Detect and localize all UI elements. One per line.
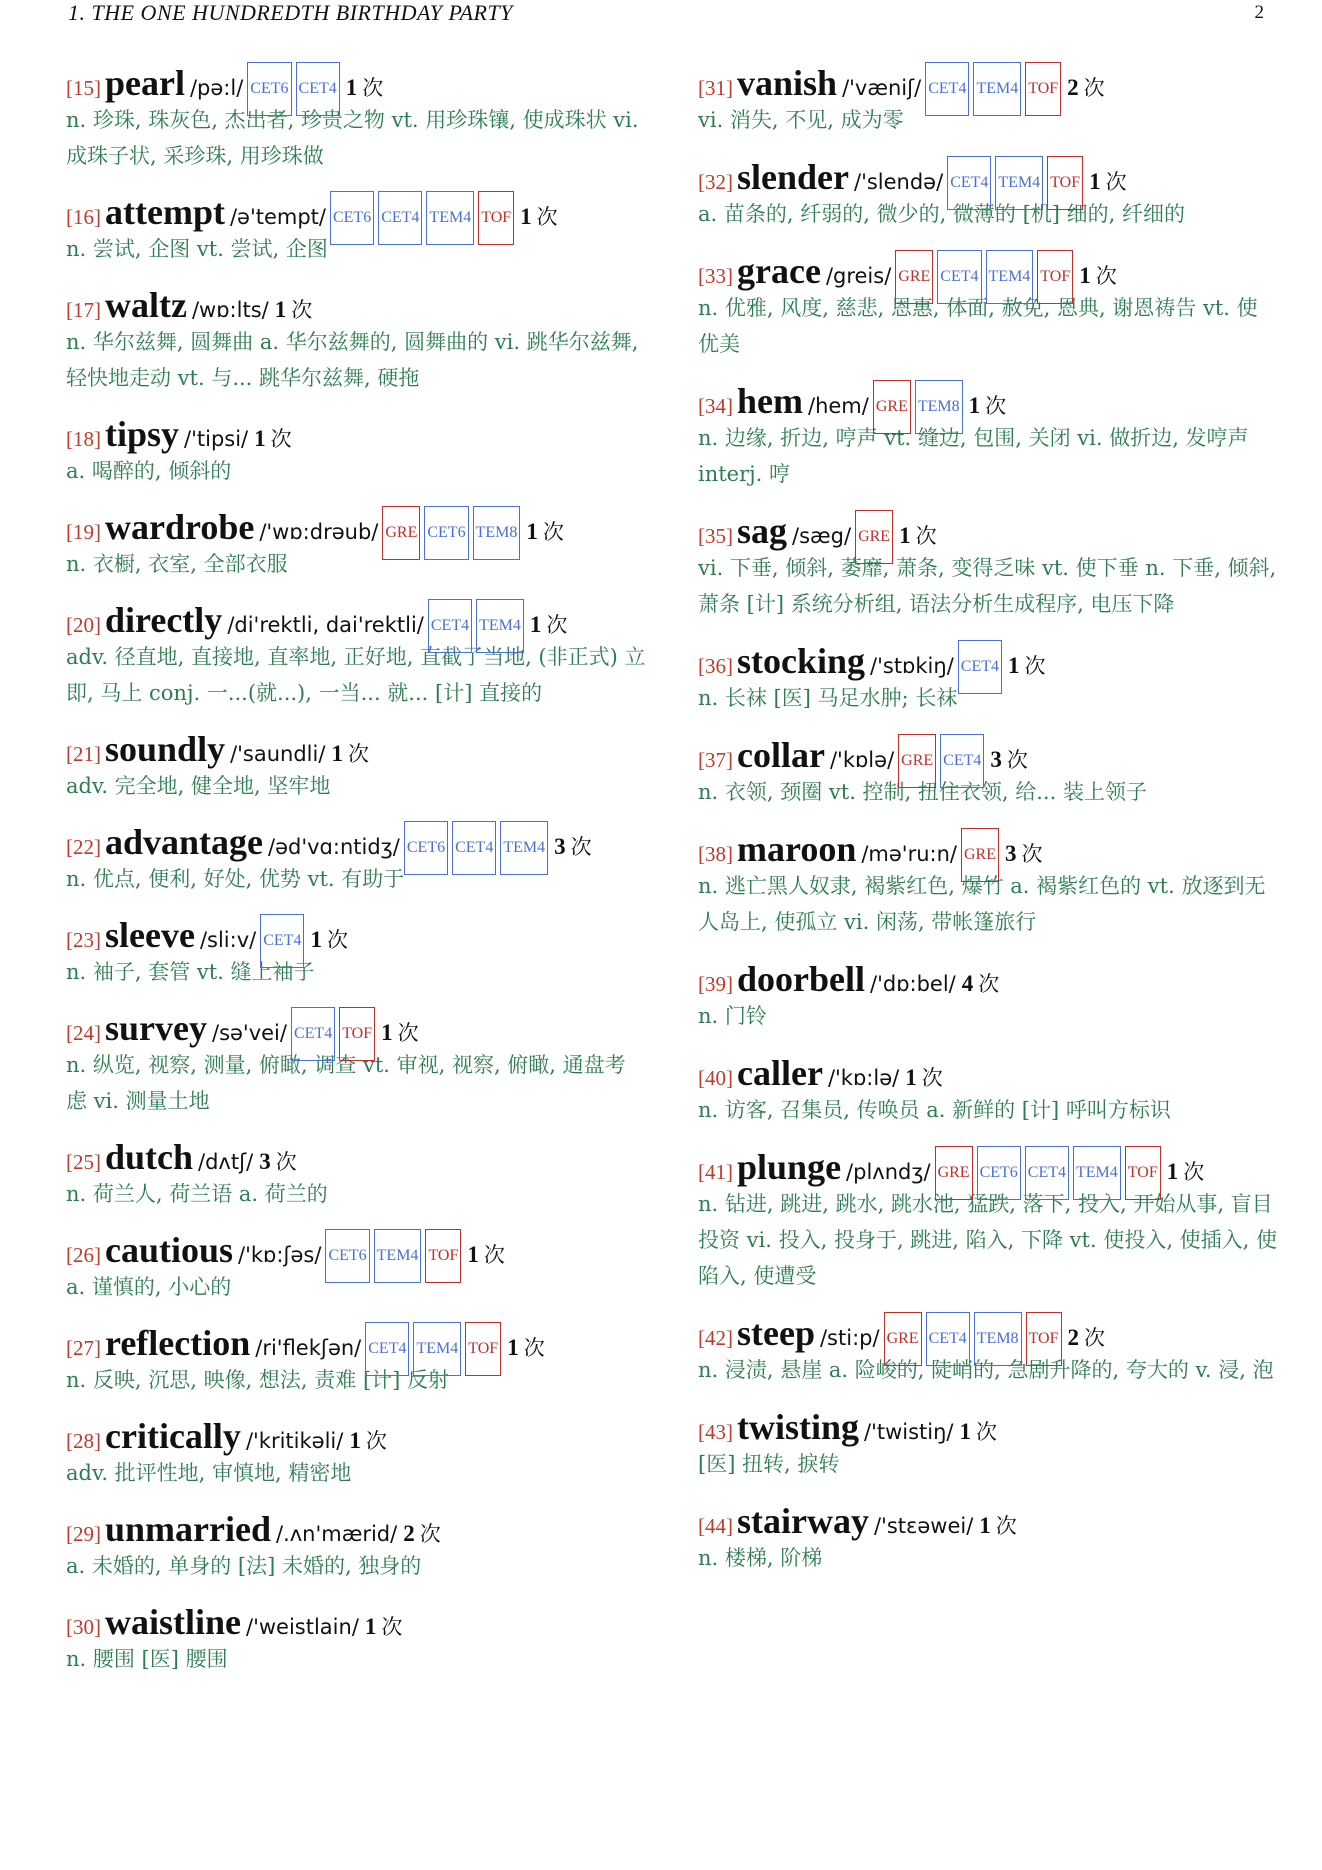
frequency-unit: 次 [542,520,564,544]
frequency-unit: 次 [1183,1160,1205,1184]
frequency-unit: 次 [995,1514,1017,1538]
exam-tag-badge: CET4 [940,734,984,788]
headword: survey [105,1008,207,1048]
phonetic: /'stɛəwei/ [873,1514,974,1538]
phonetic: /əd'vɑ:ntidʒ/ [268,835,400,859]
headword-line [698,824,1278,874]
definition: adv. 径直地, 直接地, 直率地, 正好地, 直截了当地, (非正式) 立即, 马上 conj. 一...(就...), 一当... 就... [计] 直接的 [66,645,646,705]
exam-tag-badge: CET6 [977,1146,1021,1200]
vocab-entry [66,280,646,396]
frequency-count: 1 [1079,263,1091,288]
definition: n. 逃亡黑人奴隶, 褐紫红色, 爆竹 a. 褐紫红色的 vt. 放逐到无人岛上, 使孤立 vi. 闲荡, 带帐篷旅行 [698,874,1266,934]
vocab-entry [66,502,646,582]
headword: grace [737,251,821,291]
exam-tag-badge: CET4 [428,599,472,653]
frequency-count: 1 [381,1020,393,1045]
entry-number: [22] [66,835,101,859]
headword: doorbell [737,959,866,999]
exam-tag-badge: TOF [425,1229,461,1283]
exam-tag-badge: CET4 [947,156,991,210]
definition: n. 尝试, 企图 vt. 尝试, 企图 [66,237,328,261]
exam-tag-badge: TEM8 [915,380,963,434]
page-header [68,0,1264,30]
entry-number: [37] [698,748,733,772]
headword: directly [105,600,223,640]
definition: n. 珍珠, 珠灰色, 杰出者, 珍贵之物 vt. 用珍珠镶, 使成珠状 vi. 成珠子状, 采珍珠, 用珍珠做 [66,108,639,168]
headword: stairway [737,1501,869,1541]
frequency-unit: 次 [1021,842,1043,866]
exam-tag-badge: CET4 [260,914,304,968]
definition: n. 腰围 [医] 腰围 [66,1647,228,1671]
headword: slender [737,157,849,197]
exam-tag-badge: CET4 [378,191,422,245]
vocab-entry [698,1048,1278,1128]
frequency-unit: 次 [397,1021,419,1045]
entry-number: [23] [66,928,101,952]
entry-number: [18] [66,427,101,451]
frequency-unit: 次 [291,298,313,322]
frequency-count: 1 [331,741,343,766]
frequency-unit: 次 [523,1336,545,1360]
vocab-entry [698,1142,1278,1294]
exam-tag-badge: CET6 [247,62,291,116]
exam-tag-badge: TOF [478,191,514,245]
phonetic: /pə:l/ [189,76,244,100]
chapter-title: 1. THE ONE HUNDREDTH BIRTHDAY PARTY [68,0,513,25]
left-column [66,58,646,1677]
phonetic: /'dɒ:bel/ [870,972,956,996]
vocab-entry [698,152,1278,232]
definition: n. 优点, 便利, 好处, 优势 vt. 有助于 [66,867,405,891]
phonetic: /sti:p/ [819,1326,880,1350]
entry-number: [30] [66,1615,101,1639]
exam-tag-badge: CET6 [404,821,448,875]
headword-line [698,246,1278,296]
phonetic: /'tipsi/ [184,427,249,451]
phonetic: /greis/ [825,264,892,288]
phonetic: /ə'tempt/ [229,205,326,229]
headword-line [66,817,646,867]
frequency-unit: 次 [1083,76,1105,100]
phonetic: /'kɒlə/ [829,748,895,772]
frequency-count: 1 [345,75,358,100]
entry-number: [38] [698,842,733,866]
exam-tag-badge: GRE [382,506,420,560]
vocab-entry [698,58,1278,138]
definition: [医] 扭转, 捩转 [698,1452,840,1476]
vocab-entry [66,1411,646,1491]
vocab-entry [66,187,646,267]
definition: a. 苗条的, 纤弱的, 微少的, 微薄的 [机] 细的, 纤细的 [698,202,1186,226]
frequency-count: 1 [520,204,532,229]
entry-number: [36] [698,654,733,678]
vocab-entry [66,1132,646,1212]
entry-number: [32] [698,170,733,194]
phonetic: /mə'ru:n/ [861,842,957,866]
entry-number: [24] [66,1021,101,1045]
headword-line [698,506,1278,556]
vocab-entry [66,1504,646,1584]
definition: a. 未婚的, 单身的 [法] 未婚的, 独身的 [66,1554,422,1578]
entry-number: [34] [698,394,733,418]
vocab-entry [698,824,1278,940]
headword-line [698,730,1278,780]
exam-tag-badge: TEM4 [426,191,474,245]
exam-tag-badge: GRE [884,1312,922,1366]
headword-line [66,910,646,960]
entry-number: [20] [66,613,101,637]
headword-line [698,1048,1278,1098]
definition: n. 优雅, 风度, 慈悲, 恩惠, 体面, 赦免, 恩典, 谢恩祷告 vt. 使优美 [698,296,1258,356]
frequency-count: 1 [349,1428,361,1453]
definition: n. 华尔兹舞, 圆舞曲 a. 华尔兹舞的, 圆舞曲的 vi. 跳华尔兹舞, 轻快地走动 vt. 与... 跳华尔兹舞, 硬拖 [66,330,639,390]
phonetic: /di'rektli, dai'rektli/ [227,613,424,637]
frequency-count: 1 [959,1419,972,1444]
definition: n. 荷兰人, 荷兰语 a. 荷兰的 [66,1182,328,1206]
headword-line [66,595,646,645]
definition: a. 喝醉的, 倾斜的 [66,459,232,483]
entry-number: [25] [66,1150,101,1174]
frequency-unit: 次 [1105,170,1127,194]
frequency-count: 1 [526,519,538,544]
entry-number: [42] [698,1326,733,1350]
phonetic: /'slendə/ [854,170,944,194]
exam-tag-badge: TEM8 [473,506,521,560]
vocab-entry [698,1308,1278,1388]
entry-number: [17] [66,298,101,322]
headword: pearl [105,63,185,103]
exam-tag-badge: TEM8 [974,1312,1022,1366]
vocab-entry [698,506,1278,622]
phonetic: /'kɒ:lə/ [827,1066,900,1090]
exam-tag-badge: CET4 [1025,1146,1069,1200]
phonetic: /.ʌn'mærid/ [276,1522,398,1546]
exam-tag-badge: CET6 [325,1229,369,1283]
headword-line [698,376,1278,426]
headword: sleeve [105,915,195,955]
frequency-count: 1 [274,297,287,322]
frequency-unit: 次 [536,205,558,229]
definition: n. 长袜 [医] 马足水肿; 长袜 [698,686,958,710]
exam-tag-badge: TEM4 [995,156,1043,210]
frequency-count: 1 [507,1335,519,1360]
definition: n. 钻进, 跳进, 跳水, 跳水池, 猛跌, 落下, 投入, 开始从事, 盲目投资 vi. 投入, 投身于, 跳进, 陷入, 下降 vt. 使投入, 使插入, 使陷入, 使遭受 [698,1192,1278,1288]
right-column [698,58,1278,1576]
frequency-unit: 次 [570,835,592,859]
headword-line [698,1496,1278,1546]
vocab-entry [66,724,646,804]
exam-tag-badge: TEM4 [413,1322,461,1376]
headword: attempt [105,192,225,232]
vocab-entry [66,1318,646,1398]
exam-tag-badge: GRE [895,250,933,304]
frequency-unit: 次 [270,427,292,451]
definition: n. 袖子, 套管 vt. 缝上袖子 [66,960,315,984]
exam-tag-badge: TOF [1047,156,1083,210]
entry-number: [19] [66,520,101,544]
vocab-entry [698,730,1278,810]
exam-tag-badge: CET4 [937,250,981,304]
frequency-count: 1 [1007,653,1020,678]
headword: caller [737,1053,823,1093]
headword-line [66,1597,646,1647]
frequency-count: 1 [254,426,266,451]
definition: vi. 下垂, 倾斜, 萎靡, 萧条, 变得乏味 vt. 使下垂 n. 下垂, 倾斜, 萧条 [计] 系统分析组, 语法分析生成程序, 电压下降 [698,556,1277,616]
exam-tag-badge: TOF [1025,62,1061,116]
frequency-count: 1 [1089,169,1101,194]
headword: critically [105,1416,241,1456]
entry-number: [35] [698,524,733,548]
frequency-unit: 次 [365,1429,387,1453]
frequency-unit: 次 [978,972,1000,996]
exam-tag-badge: CET4 [452,821,496,875]
exam-tag-badge: TOF [1037,250,1073,304]
frequency-count: 1 [529,612,542,637]
vocab-entry [66,910,646,990]
frequency-unit: 次 [546,613,568,637]
definition: n. 浸渍, 悬崖 a. 险峻的, 陡峭的, 急剧升降的, 夸大的 v. 浸, 泡 [698,1358,1274,1382]
headword-line [698,152,1278,202]
headword: advantage [105,822,264,862]
definition: vi. 消失, 不见, 成为零 [698,108,904,132]
entry-number: [29] [66,1522,101,1546]
definition: n. 纵览, 视察, 测量, 俯瞰, 调查 vt. 审视, 视察, 俯瞰, 通盘考虑 vi. 测量土地 [66,1053,626,1113]
frequency-unit: 次 [483,1243,505,1267]
headword-line [698,954,1278,1004]
headword: dutch [105,1137,194,1177]
exam-tag-badge: CET4 [926,1312,970,1366]
headword: steep [737,1313,815,1353]
exam-tag-badge: GRE [873,380,911,434]
frequency-unit: 次 [1006,748,1028,772]
frequency-unit: 次 [1095,264,1117,288]
definition: n. 访客, 召集员, 传唤员 a. 新鲜的 [计] 呼叫方标识 [698,1098,1171,1122]
frequency-count: 3 [990,747,1002,772]
headword: reflection [105,1323,251,1363]
headword: sag [737,511,788,551]
exam-tag-badge: GRE [935,1146,973,1200]
exam-tag-badge: TEM4 [374,1229,422,1283]
exam-tag-badge: GRE [961,828,999,882]
phonetic: /'wɒ:drəub/ [259,520,379,544]
vocab-entry [66,58,646,174]
frequency-unit: 次 [419,1522,441,1546]
frequency-count: 1 [1166,1159,1179,1184]
definition: n. 门铃 [698,1004,767,1028]
frequency-unit: 次 [921,1066,943,1090]
exam-tag-badge: GRE [855,510,893,564]
phonetic: /sə'vei/ [212,1021,287,1045]
exam-tag-badge: TOF [1026,1312,1062,1366]
frequency-count: 4 [961,971,974,996]
frequency-unit: 次 [275,1150,297,1174]
exam-tag-badge: CET4 [296,62,340,116]
frequency-count: 1 [364,1614,377,1639]
entry-number: [27] [66,1336,101,1360]
frequency-count: 1 [899,523,911,548]
frequency-count: 3 [259,1149,271,1174]
headword-line [66,1132,646,1182]
exam-tag-badge: CET4 [925,62,969,116]
frequency-unit: 次 [1024,654,1046,678]
entry-number: [44] [698,1514,733,1538]
entry-number: [21] [66,742,101,766]
headword-line [66,1411,646,1461]
headword: maroon [737,829,857,869]
headword: collar [737,735,825,775]
vocab-entry [698,954,1278,1034]
headword-line [66,724,646,774]
frequency-count: 3 [554,834,566,859]
headword-line [698,636,1278,686]
phonetic: /plʌndʒ/ [846,1160,931,1184]
frequency-unit: 次 [347,742,369,766]
definition: n. 反映, 沉思, 映像, 想法, 责难 [计] 反射 [66,1368,450,1392]
definition: adv. 批评性地, 审慎地, 精密地 [66,1461,352,1485]
phonetic: /'weistlain/ [246,1615,359,1639]
entry-number: [43] [698,1420,733,1444]
exam-tag-badge: TEM4 [500,821,548,875]
vocab-entry [66,595,646,711]
headword-line [698,1402,1278,1452]
phonetic: /sæg/ [792,524,852,548]
definition: adv. 完全地, 健全地, 坚牢地 [66,774,331,798]
headword: plunge [737,1147,842,1187]
exam-tag-badge: GRE [898,734,936,788]
exam-tag-badge: TOF [1125,1146,1161,1200]
entry-number: [40] [698,1066,733,1090]
frequency-unit: 次 [381,1615,403,1639]
definition: n. 衣橱, 衣室, 全部衣服 [66,552,288,576]
definition: n. 衣领, 颈圈 vt. 控制, 扭住衣领, 给... 装上领子 [698,780,1147,804]
exam-tag-badge: TOF [339,1007,375,1061]
headword-line [66,1003,646,1053]
exam-tag-badge: CET6 [330,191,374,245]
definition: n. 楼梯, 阶梯 [698,1546,823,1570]
exam-tag-badge: CET4 [958,640,1002,694]
entry-number: [15] [66,76,101,100]
frequency-count: 2 [403,1521,415,1546]
vocab-entry [698,1402,1278,1482]
frequency-count: 1 [467,1242,479,1267]
exam-tag-badge: CET4 [365,1322,409,1376]
headword-line [66,1318,646,1368]
headword: soundly [105,729,226,769]
headword-line [66,58,646,108]
phonetic: /'saundli/ [230,742,326,766]
headword: wardrobe [105,507,255,547]
headword-line [66,502,646,552]
vocab-entry [698,246,1278,362]
frequency-count: 1 [979,1513,991,1538]
entry-number: [39] [698,972,733,996]
definition: n. 边缘, 折边, 哼声 vt. 缝边, 包围, 关闭 vi. 做折边, 发哼声 interj. 哼 [698,426,1249,486]
phonetic: /ri'flekʃən/ [255,1336,362,1360]
frequency-unit: 次 [985,394,1007,418]
headword: waistline [105,1602,242,1642]
headword-line [698,58,1278,108]
exam-tag-badge: CET4 [291,1007,335,1061]
exam-tag-badge: TOF [465,1322,501,1376]
phonetic: /hem/ [808,394,869,418]
frequency-unit: 次 [976,1420,998,1444]
entry-number: [28] [66,1429,101,1453]
phonetic: /'kɒ:ʃəs/ [238,1243,322,1267]
frequency-count: 1 [968,393,981,418]
phonetic: /'væniʃ/ [842,76,922,100]
frequency-unit: 次 [326,928,348,952]
entry-number: [41] [698,1160,733,1184]
exam-tag-badge: TEM4 [973,62,1021,116]
headword: hem [737,381,803,421]
headword: vanish [737,63,838,103]
vocab-entry [66,409,646,489]
exam-tag-badge: TEM4 [476,599,524,653]
frequency-count: 1 [310,927,322,952]
vocab-entry [66,1597,646,1677]
exam-tag-badge: TEM4 [986,250,1034,304]
phonetic: /'stɒkiŋ/ [870,654,954,678]
headword-line [66,409,646,459]
exam-tag-badge: CET6 [424,506,468,560]
headword-line [698,1142,1278,1192]
vocab-entry [698,636,1278,716]
headword: stocking [737,641,866,681]
phonetic: /sli:v/ [199,928,257,952]
headword-line [66,280,646,330]
phonetic: /dʌtʃ/ [198,1150,254,1174]
page-number: 2 [1254,2,1264,23]
headword: tipsy [105,414,180,454]
definition: a. 谨慎的, 小心的 [66,1275,232,1299]
entry-number: [26] [66,1243,101,1267]
frequency-unit: 次 [1084,1326,1105,1350]
vocab-entry [698,1496,1278,1576]
headword-line [66,1225,646,1275]
exam-tag-badge: TEM4 [1073,1146,1121,1200]
entry-number: [33] [698,264,733,288]
headword-line [66,187,646,237]
frequency-count: 3 [1004,841,1017,866]
entry-number: [31] [698,76,733,100]
headword: unmarried [105,1509,271,1549]
headword-line [698,1308,1278,1358]
frequency-count: 1 [905,1065,917,1090]
headword: cautious [105,1230,234,1270]
frequency-count: 2 [1067,75,1079,100]
headword: twisting [737,1407,860,1447]
vocab-entry [66,817,646,897]
phonetic: /'kritikəli/ [245,1429,344,1453]
vocab-entry [66,1003,646,1119]
entry-number: [16] [66,205,101,229]
vocab-entry [698,376,1278,492]
phonetic: /'twistiŋ/ [864,1420,954,1444]
headword-line [66,1504,646,1554]
frequency-count: 2 [1067,1325,1079,1350]
frequency-unit: 次 [915,524,937,548]
vocab-entry [66,1225,646,1305]
headword: waltz [105,285,187,325]
phonetic: /wɒ:lts/ [191,298,269,322]
frequency-unit: 次 [362,76,384,100]
